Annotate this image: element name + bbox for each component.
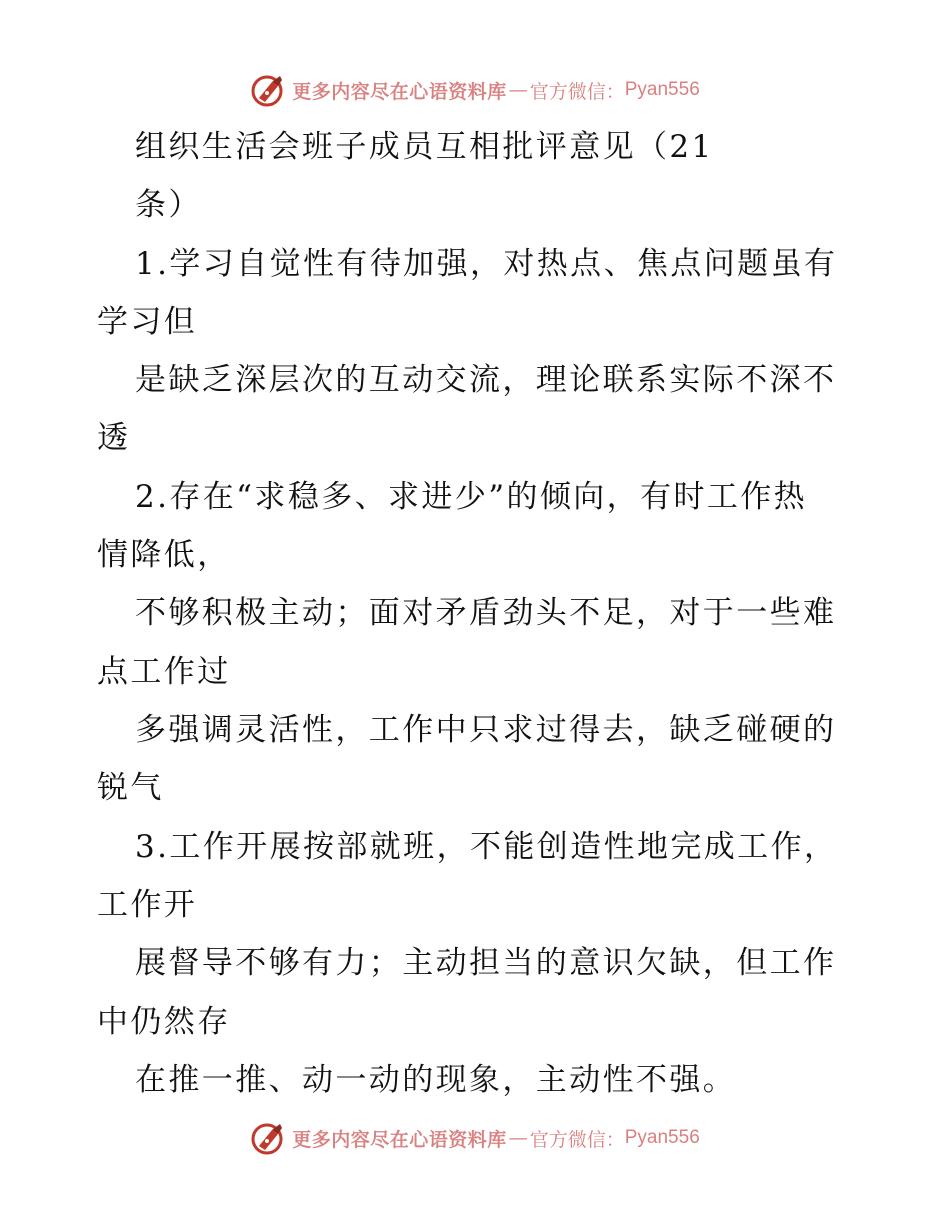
document-title-line-1: 组织生活会班子成员互相批评意见（21 — [135, 129, 714, 165]
paragraph-line: 情降低， — [97, 537, 231, 573]
header-watermark — [0, 70, 950, 110]
watermark-separator: — — [508, 1127, 528, 1149]
pen-nib-logo-icon — [250, 72, 286, 108]
paragraph-line: 中仍然存 — [97, 1004, 231, 1040]
watermark-wechat-id: Pyan556 — [624, 1127, 700, 1148]
paragraph-line: 多强调灵活性，工作中只求过得去，缺乏碰硬的 — [135, 712, 837, 748]
footer-watermark — [0, 1118, 950, 1158]
watermark-separator: — — [508, 79, 528, 101]
paragraph-line: 2.存在“求稳多、求进少”的倾向，有时工作热 — [135, 479, 808, 515]
watermark-site-text: 更多内容尽在心语资料库 — [292, 1128, 507, 1151]
paragraph-line: 不够积极主动；面对矛盾劲头不足，对于一些难 — [135, 595, 837, 631]
watermark-wechat-id: Pyan556 — [624, 79, 700, 100]
paragraph-line: 1.学习自觉性有待加强，对热点、焦点问题虽有 — [135, 246, 838, 282]
paragraph-line: 是缺乏深层次的互动交流，理论联系实际不深不 — [135, 362, 837, 398]
watermark-wechat-label: 官方微信： — [529, 80, 625, 103]
paragraph-line: 展督导不够有力；主动担当的意识欠缺，但工作 — [135, 945, 837, 981]
paragraph-line: 3.工作开展按部就班，不能创造性地完成工作， — [135, 829, 838, 865]
paragraph-line: 在推一推、动一动的现象，主动性不强。 — [135, 1062, 737, 1098]
paragraph-line: 学习但 — [97, 304, 198, 340]
paragraph-line: 点工作过 — [97, 654, 231, 690]
paragraph-line: 透 — [97, 420, 131, 456]
document-title-line-2: 条） — [135, 187, 202, 223]
paragraph-line: 锐气 — [97, 770, 164, 806]
watermark-wechat-label: 官方微信： — [529, 1128, 625, 1151]
paragraph-line: 工作开 — [97, 887, 198, 923]
pen-nib-logo-icon — [250, 1120, 286, 1156]
watermark-site-text: 更多内容尽在心语资料库 — [292, 80, 507, 103]
